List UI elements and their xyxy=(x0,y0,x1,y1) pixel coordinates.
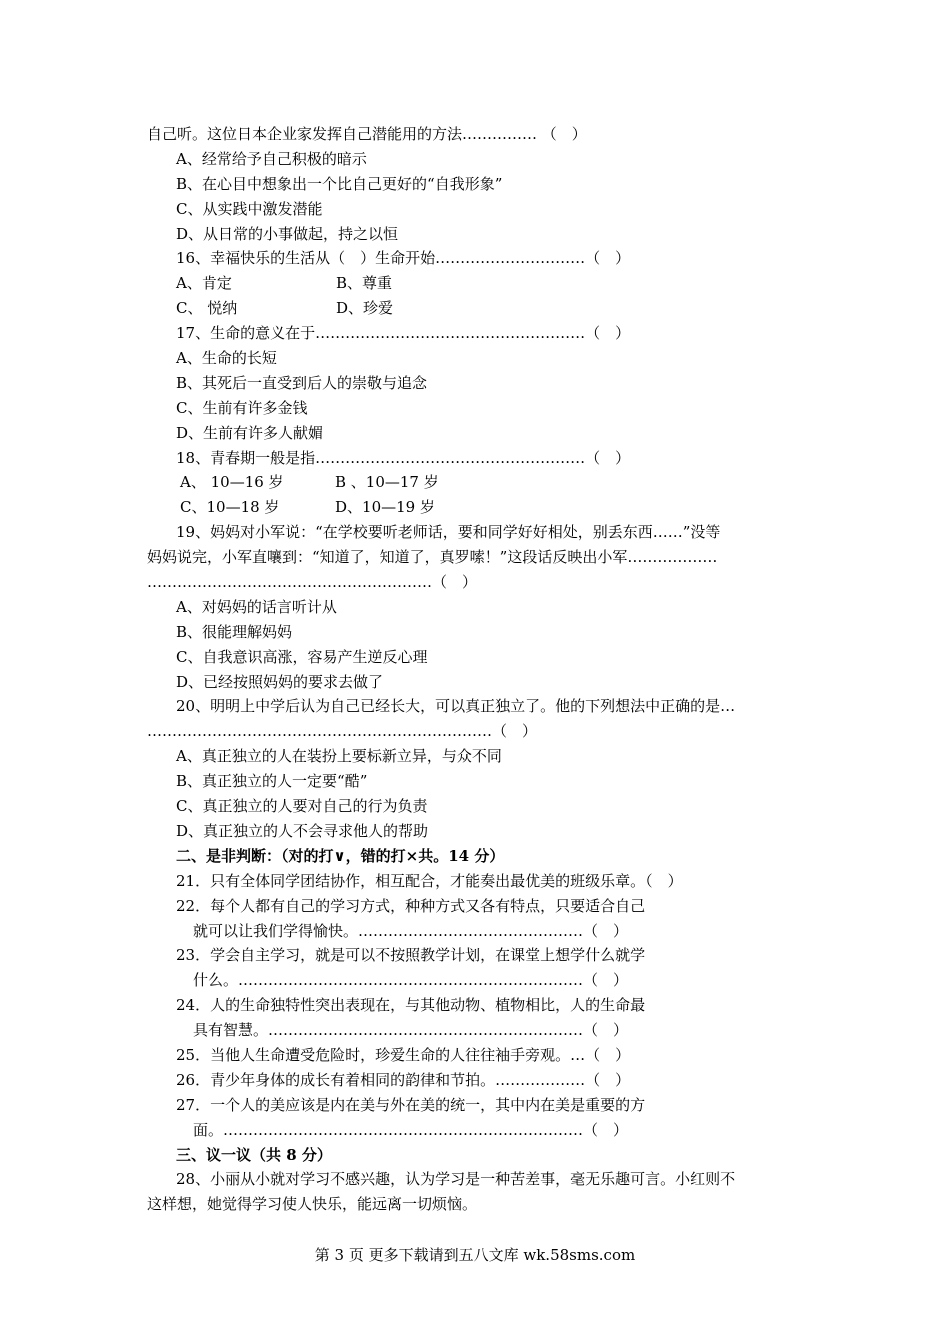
page-footer: 第 3 页 更多下载请到五八文库 wk.58sms.com xyxy=(314,1246,636,1264)
q20-option-d: D、真正独立的人不会寻求他人的帮助 xyxy=(176,821,429,840)
q16-stem: 16、幸福快乐的生活从（ ）生命开始…………………………（ ） xyxy=(176,249,631,268)
q18-options-row-2 xyxy=(147,495,809,520)
q18-option-c: C、10—18 岁 xyxy=(180,498,280,517)
q20-stem-line-1: 20、明明上中学后认为自己已经长大，可以真正独立了。他的下列想法中正确的是… xyxy=(176,697,736,716)
q16-options-row-2 xyxy=(147,296,809,321)
q19-stem-line-2: 妈妈说完，小军直嚷到：“知道了，知道了，真罗嗦！”这段话反映出小军……………… xyxy=(147,548,718,567)
q18-options-row-1 xyxy=(147,470,809,495)
q28-line-2: 这样想，她觉得学习使人快乐，能远离一切烦恼。 xyxy=(147,1195,478,1214)
q15-option-a: A、经常给予自己积极的暗示 xyxy=(176,149,367,168)
q17-option-d: D、生前有许多人献媚 xyxy=(176,423,324,442)
q19-option-a: A、对妈妈的话言听计从 xyxy=(176,597,337,616)
q25: 25．当他人生命遭受危险时，珍爱生命的人往往袖手旁观。…（ ） xyxy=(176,1045,631,1064)
q17-option-b: B、其死后一直受到后人的崇敬与追念 xyxy=(176,373,428,392)
q19-option-b: B、很能理解妈妈 xyxy=(176,622,293,641)
q23-line-2: 什么。……………………………………………………………（ ） xyxy=(193,971,629,990)
q16-option-d: D、珍爱 xyxy=(336,299,394,318)
q18-option-a: A、 10—16 岁 xyxy=(180,473,284,492)
q24-line-1: 24．人的生命独特性突出表现在，与其他动物、植物相比，人的生命最 xyxy=(176,996,646,1015)
q16-option-c: C、 悦纳 xyxy=(176,299,238,318)
q15-option-c: C、从实践中激发潜能 xyxy=(176,199,323,218)
q22-line-1: 22．每个人都有自己的学习方式，种种方式又各有特点，只要适合自己 xyxy=(176,896,646,915)
q23-line-1: 23．学会自主学习，就是可以不按照教学计划，在课堂上想学什么就学 xyxy=(176,946,646,965)
q19-stem-line-1: 19、妈妈对小军说：“在学校要听老师话，要和同学好好相处，别丢东西……”没等 xyxy=(176,523,721,542)
q19-stem-line-3: …………………………………………………（ ） xyxy=(147,573,478,592)
q18-option-d: D、10—19 岁 xyxy=(335,498,435,517)
q19-option-c: C、自我意识高涨，容易产生逆反心理 xyxy=(176,647,428,666)
q18-option-b: B 、10—17 岁 xyxy=(335,473,439,492)
q17-stem: 17、生命的意义在于………………………………………………（ ） xyxy=(176,324,631,343)
q21: 21．只有全体同学团结协作，相互配合，才能奏出最优美的班级乐章。（ ） xyxy=(176,871,683,890)
q27-line-1: 27．一个人的美应该是内在美与外在美的统一，其中内在美是重要的方 xyxy=(176,1095,646,1114)
q17-option-c: C、生前有许多金钱 xyxy=(176,398,308,417)
q27-line-2: 面。………………………………………………………………（ ） xyxy=(193,1120,629,1139)
q16-option-b: B、尊重 xyxy=(336,274,393,293)
q24-line-2: 具有智慧。………………………………………………………（ ） xyxy=(193,1021,629,1040)
q20-option-a: A、真正独立的人在装扮上要标新立异，与众不同 xyxy=(176,747,502,766)
q15-stem-tail: 自己听。这位日本企业家发挥自己潜能用的方法…………… （ ） xyxy=(147,125,587,143)
q17-option-a: A、生命的长短 xyxy=(176,349,277,368)
q15-option-b: B、在心目中想象出一个比自己更好的“自我形象” xyxy=(176,174,503,193)
q26: 26．青少年身体的成长有着相同的韵律和节拍。………………（ ） xyxy=(176,1070,631,1089)
q22-line-2: 就可以让我们学得愉快。………………………………………（ ） xyxy=(193,921,629,940)
section-2-heading: 二、是非判断：（对的打∨，错的打×共。14 分） xyxy=(176,846,505,865)
q16-options-row-1 xyxy=(147,271,809,296)
q19-option-d: D、已经按照妈妈的要求去做了 xyxy=(176,672,384,691)
exam-page xyxy=(147,122,809,1217)
q15-option-d: D、从日常的小事做起，持之以恒 xyxy=(176,224,399,243)
q18-stem: 18、青春期一般是指………………………………………………（ ） xyxy=(176,448,631,467)
q20-stem-line-2: ……………………………………………………………（ ） xyxy=(147,722,538,741)
q20-option-b: B、真正独立的人一定要“酷” xyxy=(176,772,368,791)
q16-option-a: A、肯定 xyxy=(176,274,232,293)
q20-option-c: C、真正独立的人要对自己的行为负责 xyxy=(176,797,428,816)
q28-line-1: 28、小丽从小就对学习不感兴趣，认为学习是一种苦差事，毫无乐趣可言。小红则不 xyxy=(176,1170,736,1189)
section-3-heading: 三、议一议（共 8 分） xyxy=(176,1145,332,1164)
